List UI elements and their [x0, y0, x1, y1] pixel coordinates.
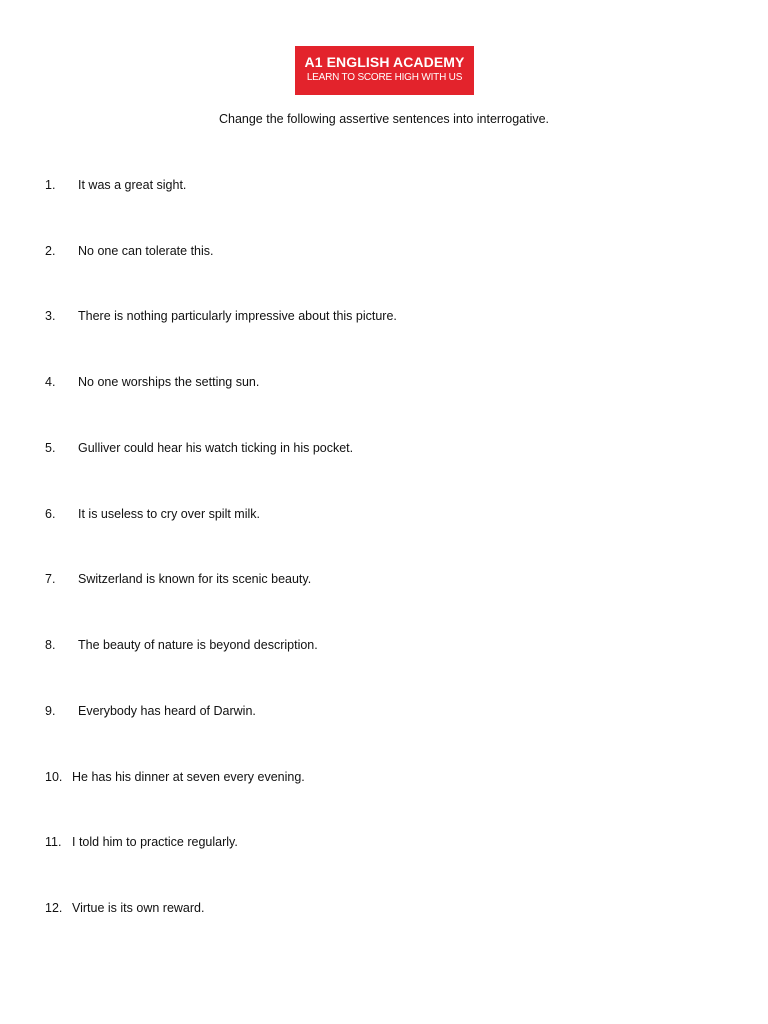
question-item: [45, 833, 705, 851]
question-text: It was a great sight.: [78, 178, 187, 192]
question-item: [45, 176, 705, 194]
question-number: 4.: [45, 375, 56, 389]
question-number: 12.: [45, 901, 63, 915]
logo-title: A1 ENGLISH ACADEMY: [304, 54, 465, 70]
question-item: [45, 307, 705, 325]
question-text: No one worships the setting sun.: [78, 375, 260, 389]
question-text: There is nothing particularly impressive about this picture.: [78, 309, 397, 323]
question-item: [45, 570, 705, 588]
question-item: [45, 768, 705, 786]
question-number: 1.: [45, 178, 56, 192]
question-number: 8.: [45, 638, 56, 652]
question-item: [45, 899, 705, 917]
question-number: 9.: [45, 704, 56, 718]
question-text: I told him to practice regularly.: [72, 835, 238, 849]
academy-logo: [295, 46, 474, 95]
question-text: Everybody has heard of Darwin.: [78, 704, 256, 718]
question-number: 10.: [45, 770, 63, 784]
question-number: 5.: [45, 441, 56, 455]
question-item: [45, 505, 705, 523]
logo-tagline: LEARN TO SCORE HIGH WITH US: [306, 72, 463, 83]
question-number: 7.: [45, 572, 56, 586]
question-item: [45, 636, 705, 654]
instruction-text: Change the following assertive sentences into interrogative.: [218, 112, 550, 126]
question-text: Virtue is its own reward.: [72, 901, 205, 915]
question-item: [45, 439, 705, 457]
question-text: The beauty of nature is beyond description.: [78, 638, 318, 652]
question-number: 3.: [45, 309, 56, 323]
question-item: [45, 702, 705, 720]
question-number: 2.: [45, 244, 56, 258]
question-item: [45, 242, 705, 260]
question-number: 11.: [45, 835, 62, 849]
question-text: No one can tolerate this.: [78, 244, 214, 258]
question-item: [45, 373, 705, 391]
question-text: It is useless to cry over spilt milk.: [78, 507, 260, 521]
question-text: Switzerland is known for its scenic beauty.: [78, 572, 312, 586]
question-text: Gulliver could hear his watch ticking in his pocket.: [78, 441, 354, 455]
question-text: He has his dinner at seven every evening.: [72, 770, 305, 784]
question-number: 6.: [45, 507, 56, 521]
